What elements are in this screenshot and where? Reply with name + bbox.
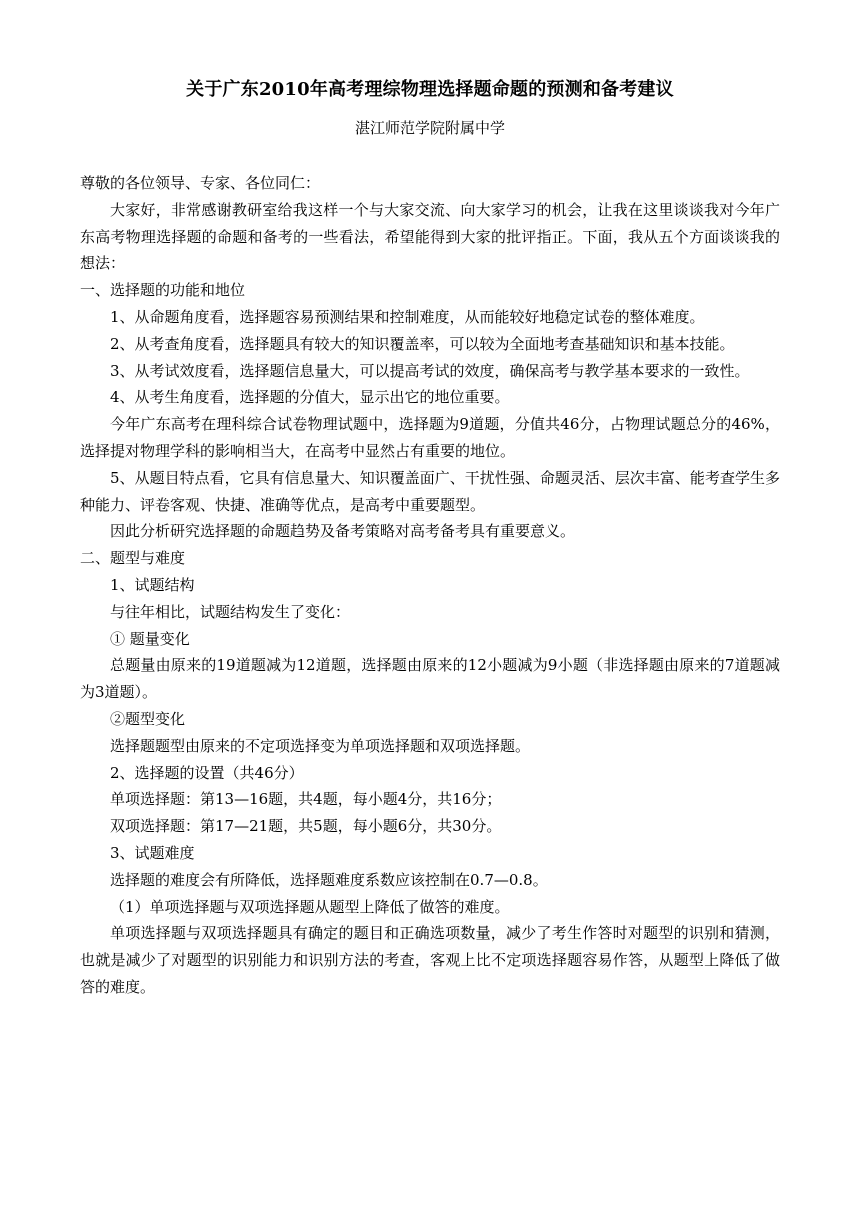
intro-paragraph: 大家好，非常感谢教研室给我这样一个与大家交流、向大家学习的机会，让我在这里谈谈我对今年广东高考物理选择题的命题和备考的一些看法，希望能得到大家的批评指正。下面，我从五个方面谈谈我的想法： — [80, 200, 780, 273]
document-subtitle: 湛江师范学院附属中学 — [354, 119, 505, 137]
document-body — [80, 170, 780, 1001]
document-title: 关于广东2010年高考理综物理选择题命题的预测和备考建议 — [186, 79, 674, 100]
paragraph-point-1: 1、从命题角度看，选择题容易预测结果和控制难度，从而能较好地稳定试卷的整体难度。 — [110, 307, 705, 326]
subheading-difficulty: 3、试题难度 — [110, 843, 195, 862]
paragraph-type-detail: 选择题题型由原来的不定项选择变为单项选择题和双项选择题。 — [110, 736, 531, 755]
paragraph-point-2: 2、从考查角度看，选择题具有较大的知识覆盖率，可以较为全面地考查基础知识和基本技能。 — [110, 334, 735, 353]
subheading-structure: 1、试题结构 — [110, 575, 195, 594]
paragraph-significance: 因此分析研究选择题的命题趋势及备考策略对高考备考具有重要意义。 — [110, 522, 576, 541]
item-quantity-change: ① 题量变化 — [110, 629, 190, 648]
paragraph-quantity-detail: 总题量由原来的19道题减为12道题，选择题由原来的12小题减为9小题（非选择题由原来的7道题减为3道题）。 — [80, 656, 780, 702]
paragraph-point-5: 5、从题目特点看，它具有信息量大、知识覆盖面广、干扰性强、命题灵活、层次丰富、能考查学生多种能力、评卷客观、快捷、准确等优点，是高考中重要题型。 — [80, 468, 780, 514]
paragraph-structure-change: 与往年相比，试题结构发生了变化： — [110, 602, 351, 621]
subheading-settings: 2、选择题的设置（共46分） — [110, 763, 304, 782]
section-heading-2: 二、题型与难度 — [80, 549, 186, 568]
paragraph-point-4: 4、从考生角度看，选择题的分值大，显示出它的地位重要。 — [110, 388, 510, 407]
paragraph-point-3: 3、从考试效度看，选择题信息量大，可以提高考试的效度，确保高考与教学基本要求的一致性。 — [110, 361, 750, 380]
paragraph-difficulty-point-1: （1）单项选择题与双项选择题从题型上降低了做答的难度。 — [110, 897, 510, 916]
paragraph-difficulty-explanation: 单项选择题与双项选择题具有确定的题目和正确选项数量，减少了考生作答时对题型的识别和猜测，也就是减少了对题型的识别能力和识别方法的考查，客观上比不定项选择题容易作答，从题型上降低了做答的难度。 — [80, 924, 780, 996]
section-heading-1: 一、选择题的功能和地位 — [80, 281, 246, 300]
paragraph-difficulty-coefficient: 选择题的难度会有所降低，选择题难度系数应该控制在0.7—0.8。 — [110, 870, 548, 889]
paragraph-single-choice: 单项选择题：第13—16题，共4题，每小题4分，共16分； — [110, 790, 502, 809]
item-type-change: ②题型变化 — [110, 709, 186, 728]
paragraph-double-choice: 双项选择题：第17—21题，共5题，每小题6分，共30分。 — [110, 817, 502, 836]
salutation: 尊敬的各位领导、专家、各位同仁： — [80, 174, 321, 192]
paragraph-score-share: 今年广东高考在理科综合试卷物理试题中，选择题为9道题，分值共46分，占物理试题总分的46%，选择提对物理学科的影响相当大，在高考中显然占有重要的地位。 — [80, 415, 780, 460]
